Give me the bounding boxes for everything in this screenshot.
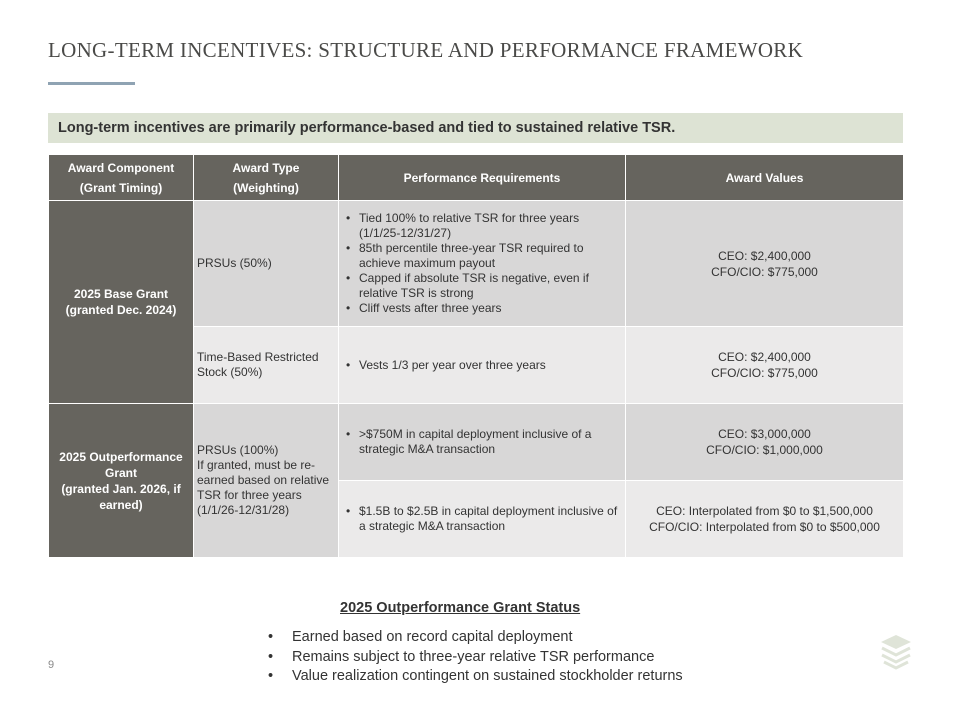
header-award-component: Award Component (Grant Timing) xyxy=(49,155,194,201)
status-bullet-list xyxy=(268,628,683,687)
outperformance-component-cell: 2025 Outperformance Grant (granted Jan. 2026, if earned) xyxy=(49,404,194,558)
stacked-chevrons-logo-icon xyxy=(880,634,912,670)
base-grant-component-cell: 2025 Base Grant (granted Dec. 2024) xyxy=(49,201,194,404)
header-award-values: Award Values xyxy=(626,155,904,201)
requirement-item: • 85th percentile three-year TSR required to achieve maximum payout xyxy=(343,241,621,271)
requirement-item: • $1.5B to $2.5B in capital deployment inclusive of a strategic M&A transaction xyxy=(343,504,621,534)
header-award-type: Award Type (Weighting) xyxy=(194,155,339,201)
status-item: • Value realization contingent on sustained stockholder returns xyxy=(268,667,683,687)
slide-title: LONG-TERM INCENTIVES: STRUCTURE AND PERFORMANCE FRAMEWORK xyxy=(48,38,804,62)
status-item: • Remains subject to three-year relative TSR performance xyxy=(268,648,683,668)
table-row xyxy=(49,404,904,481)
title-underline xyxy=(48,82,135,85)
outperformance-tier2-requirements xyxy=(339,481,626,558)
outperformance-tier1-requirements xyxy=(339,404,626,481)
requirement-item: • >$750M in capital deployment inclusive of a strategic M&A transaction xyxy=(343,427,621,457)
base-grant-prsu-requirements xyxy=(339,201,626,327)
incentives-table xyxy=(48,154,904,558)
outperformance-tier1-values: CEO: $3,000,000 CFO/CIO: $1,000,000 xyxy=(626,404,904,481)
base-grant-restricted-values: CEO: $2,400,000 CFO/CIO: $775,000 xyxy=(626,327,904,404)
status-heading: 2025 Outperformance Grant Status xyxy=(340,600,581,616)
requirement-item: • Cliff vests after three years xyxy=(343,301,621,316)
requirement-item: • Vests 1/3 per year over three years xyxy=(343,358,621,373)
table-row xyxy=(49,201,904,327)
base-grant-prsu-type: PRSUs (50%) xyxy=(194,201,339,327)
outperformance-type-cell: PRSUs (100%) If granted, must be re-earned based on relative TSR for three years (1/1/26-12/31/28) xyxy=(194,404,339,558)
base-grant-restricted-type: Time-Based Restricted Stock (50%) xyxy=(194,327,339,404)
key-message-banner: Long-term incentives are primarily performance-based and tied to sustained relative TSR. xyxy=(48,113,903,143)
table-header-row xyxy=(49,155,904,201)
outperformance-tier2-values: CEO: Interpolated from $0 to $1,500,000 CFO/CIO: Interpolated from $0 to $500,000 xyxy=(626,481,904,558)
base-grant-prsu-values: CEO: $2,400,000 CFO/CIO: $775,000 xyxy=(626,201,904,327)
base-grant-restricted-requirements xyxy=(339,327,626,404)
page-number: 9 xyxy=(48,659,55,671)
status-item: • Earned based on record capital deployment xyxy=(268,628,683,648)
requirement-item: • Tied 100% to relative TSR for three years (1/1/25-12/31/27) xyxy=(343,211,621,241)
header-performance-requirements: Performance Requirements xyxy=(339,155,626,201)
requirement-item: • Capped if absolute TSR is negative, even if relative TSR is strong xyxy=(343,271,621,301)
